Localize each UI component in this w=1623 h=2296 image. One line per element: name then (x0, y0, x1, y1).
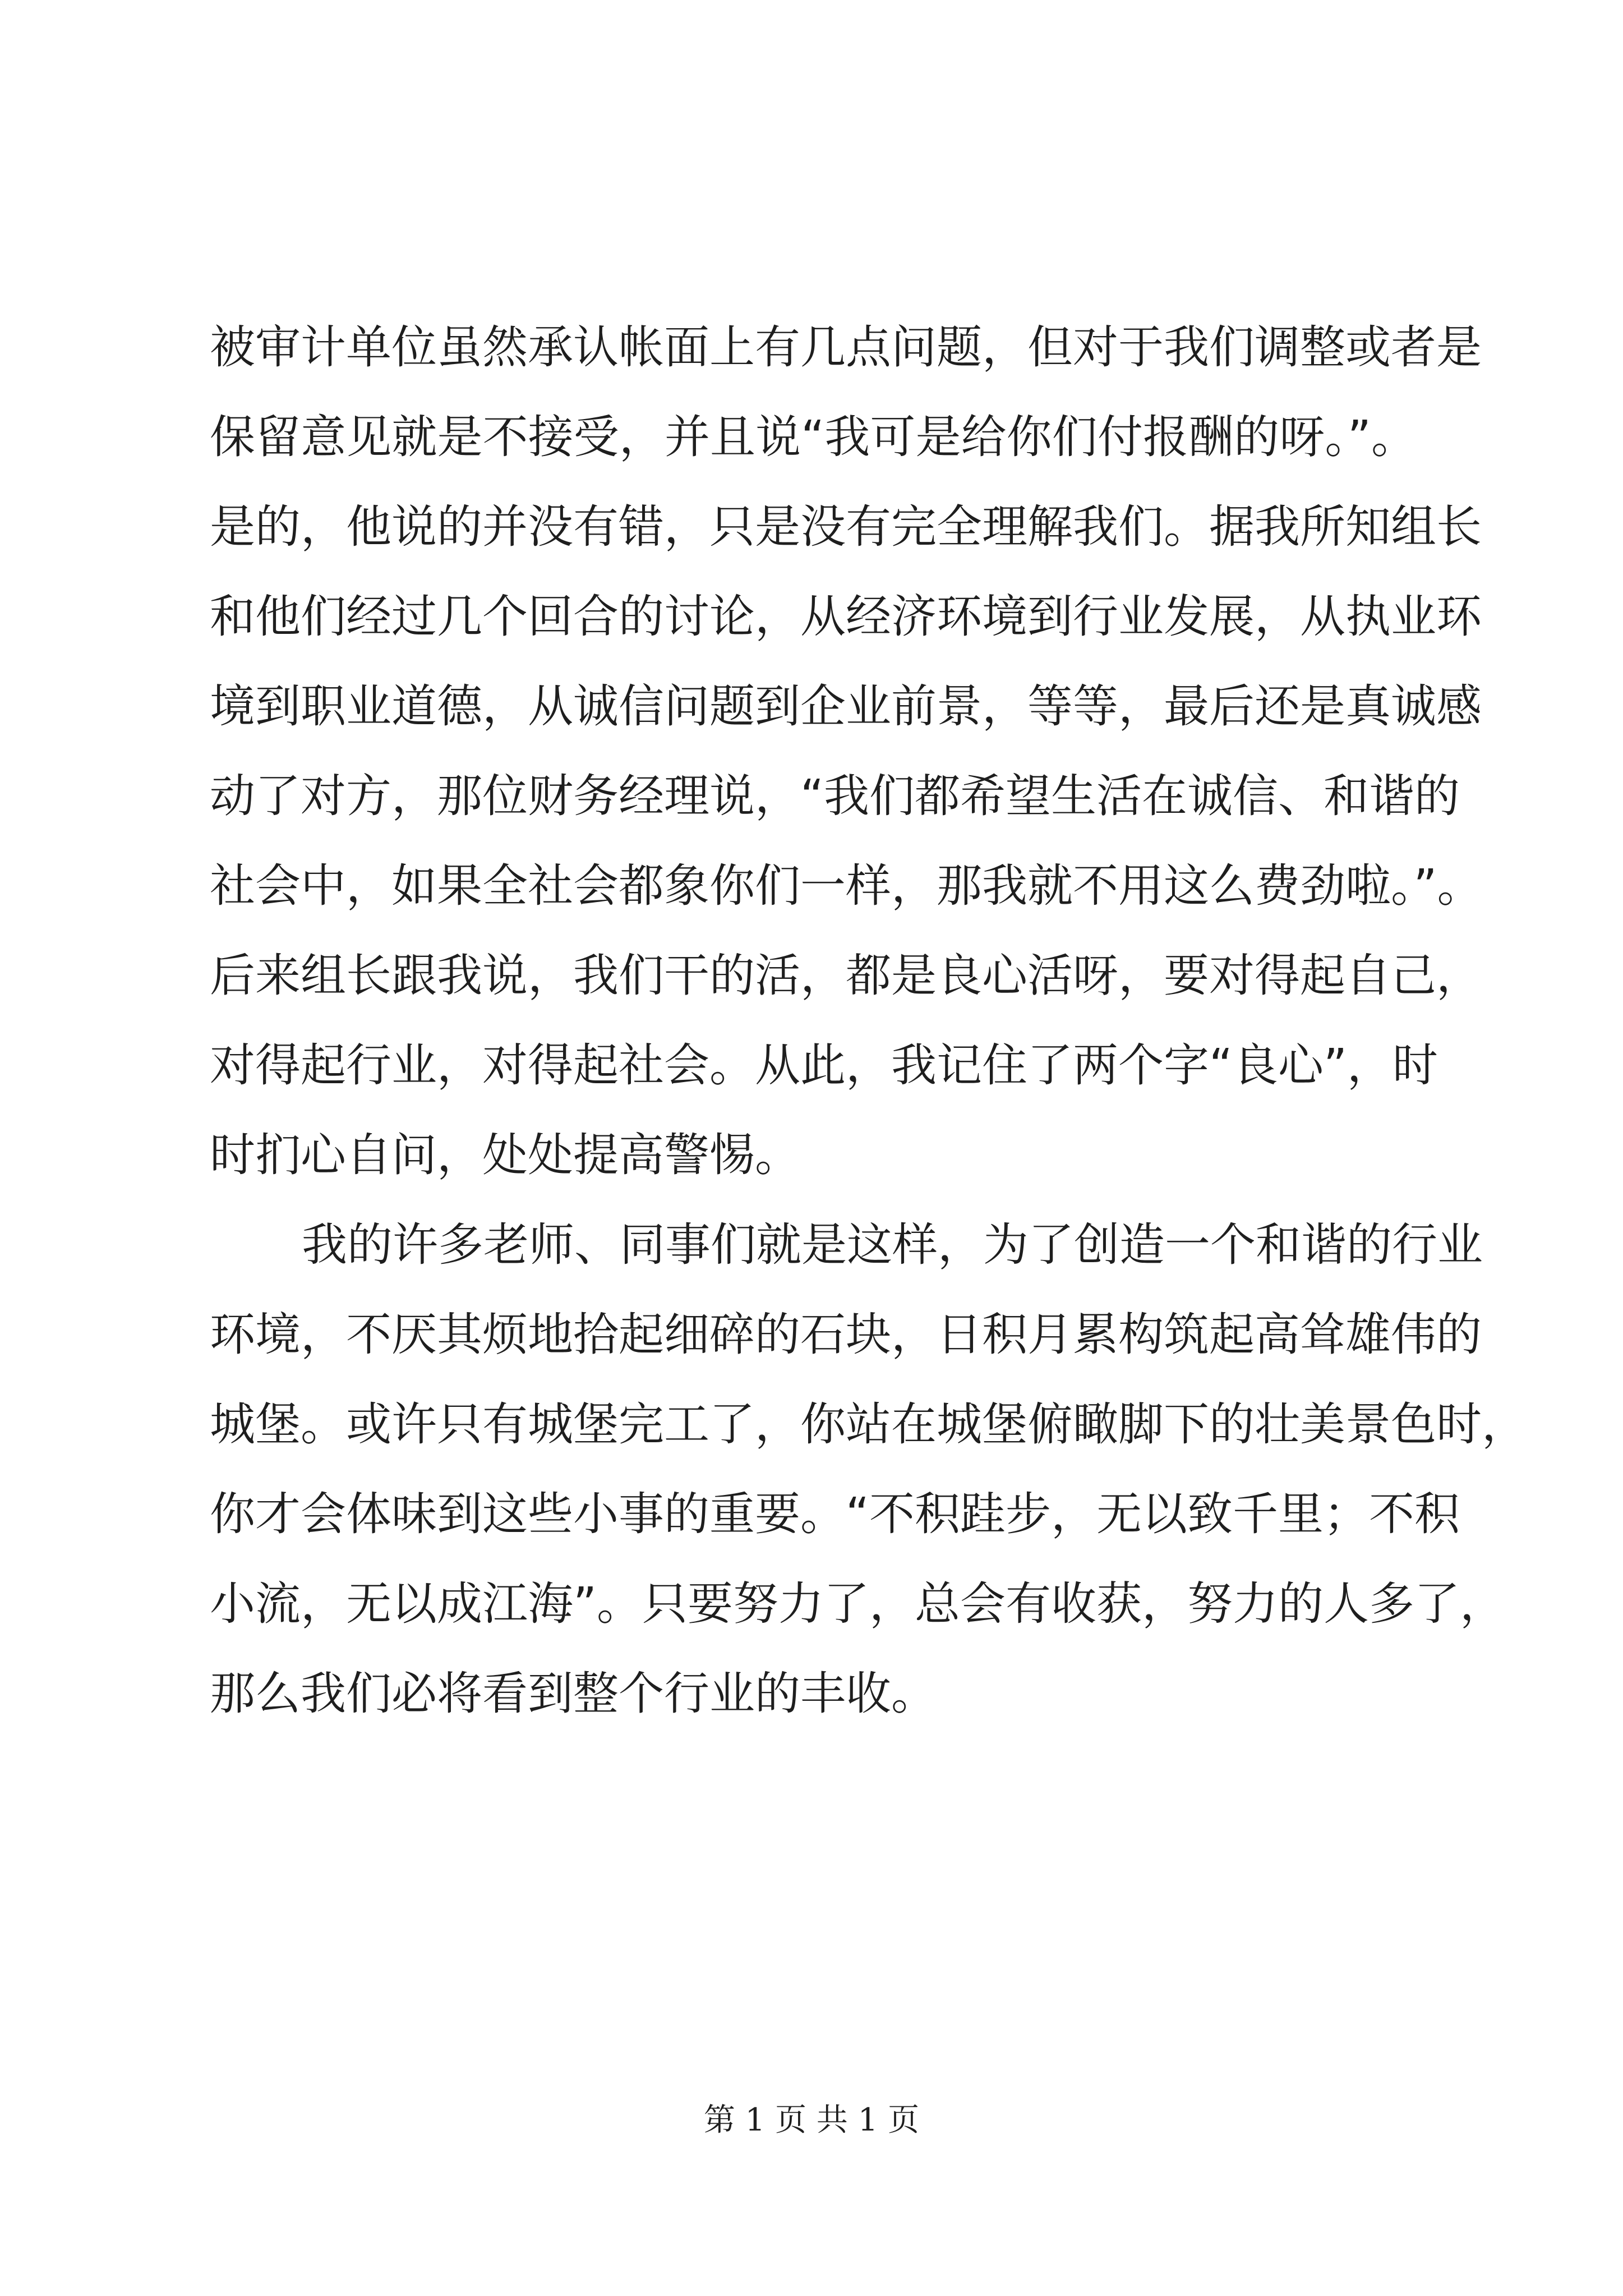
paragraph-2-line-6: 那么我们必将看到整个行业的丰收。 (210, 1668, 937, 1720)
paragraph-1-line-7: 社会中，如果全社会都象你们一样，那我就不用这么费劲啦。”。 (210, 860, 1483, 913)
paragraph-1-line-10: 时扪心自问，处处提高警惕。 (210, 1129, 801, 1182)
paragraph-1-line-8: 后来组长跟我说，我们干的活，都是良心活呀，要对得起自己， (210, 950, 1482, 1002)
paragraph-1-line-5: 境到职业道德，从诚信问题到企业前景，等等，最后还是真诚感 (210, 680, 1482, 733)
paragraph-2-line-2: 环境，不厌其烦地拾起细碎的石块，日积月累构筑起高耸雄伟的 (210, 1309, 1482, 1361)
paragraph-1-line-3: 是的，他说的并没有错，只是没有完全理解我们。据我所知组长 (210, 501, 1482, 554)
paragraph-2-line-4: 你才会体味到这些小事的重要。“不积跬步，无以致千里；不积 (210, 1488, 1460, 1541)
paragraph-2-line-1: 我的许多老师、同事们就是这样，为了创造一个和谐的行业 (302, 1219, 1483, 1272)
paragraph-1-line-1: 被审计单位虽然承认帐面上有几点问题，但对于我们调整或者是 (210, 321, 1482, 374)
paragraph-1-line-4: 和他们经过几个回合的讨论，从经济环境到行业发展，从执业环 (210, 591, 1482, 643)
document-body (210, 303, 1528, 1739)
paragraph-2-line-3: 城堡。或许只有城堡完工了，你站在城堡俯瞰脚下的壮美景色时， (210, 1398, 1528, 1451)
paragraph-1-line-9: 对得起行业，对得起社会。从此，我记住了两个字“良心”，时 (210, 1039, 1438, 1092)
page-number-footer: 第 1 页 共 1 页 (703, 2102, 920, 2138)
paragraph-1-line-2: 保留意见就是不接受，并且说“我可是给你们付报酬的呀。”。 (210, 411, 1417, 464)
paragraph-1-line-6: 动了对方，那位财务经理说，“我们都希望生活在诚信、和谐的 (210, 770, 1460, 823)
paragraph-2-line-5: 小流，无以成江海”。只要努力了，总会有收获，努力的人多了， (210, 1578, 1505, 1631)
